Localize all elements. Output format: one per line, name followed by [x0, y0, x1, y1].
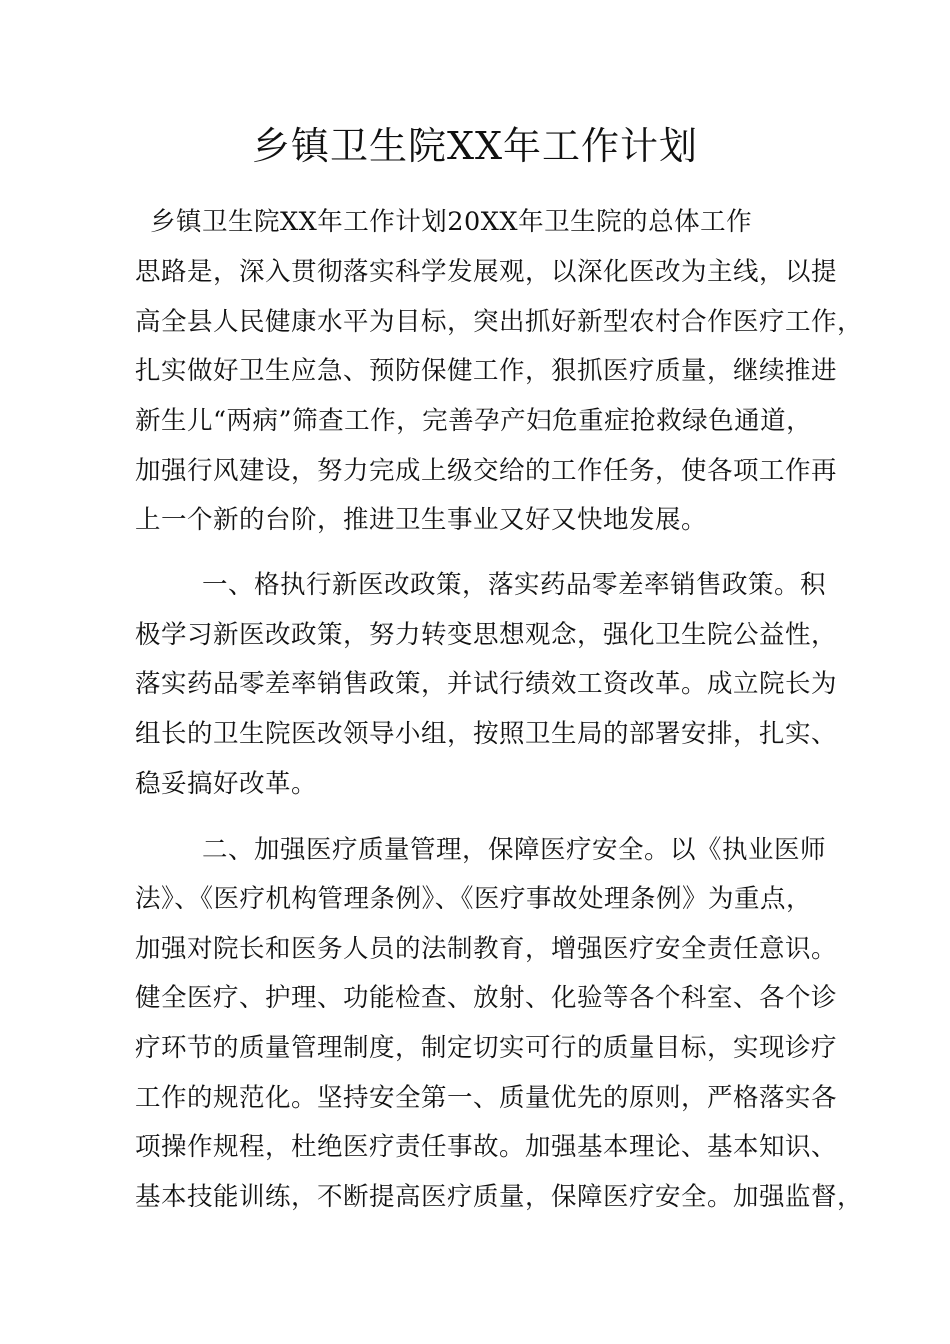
- paragraph-2-line-5: 稳妥搞好改革。: [135, 769, 318, 799]
- paragraph-1-line-2: 思路是，深入贯彻落实科学发展观，以深化医改为主线，以提: [135, 257, 838, 287]
- paragraph-3-line-4: 健全医疗、护理、功能检查、放射、化验等各个科室、各个诊: [135, 983, 838, 1013]
- paragraph-2-line-4: 组长的卫生院医改领导小组，按照卫生局的部署安排，扎实、: [135, 719, 838, 749]
- paragraph-3-line-5: 疗环节的质量管理制度，制定切实可行的质量目标，实现诊疗: [135, 1033, 838, 1063]
- paragraph-2-line-3: 落实药品零差率销售政策，并试行绩效工资改革。成立院长为: [135, 669, 838, 699]
- paragraph-1-line-7: 上一个新的台阶，推进卫生事业又好又快地发展。: [135, 505, 708, 535]
- paragraph-1-line-6: 加强行风建设，努力完成上级交给的工作任务，使各项工作再: [135, 456, 838, 486]
- paragraph-3-line-8: 基本技能训练，不断提高医疗质量，保障医疗安全。加强监督，: [135, 1182, 864, 1212]
- paragraph-2-line-1: 一、格执行新医改政策，落实药品零差率销售政策。积: [202, 570, 827, 600]
- paragraph-1-line-1: 乡镇卫生院XX年工作计划20XX年卫生院的总体工作: [150, 207, 753, 237]
- paragraph-2-line-2: 极学习新医改政策，努力转变思想观念，强化卫生院公益性，: [135, 620, 838, 650]
- paragraph-1-line-3: 高全县人民健康水平为目标，突出抓好新型农村合作医疗工作，: [135, 307, 864, 337]
- paragraph-3-line-1: 二、加强医疗质量管理，保障医疗安全。以《执业医师: [202, 835, 827, 865]
- paragraph-1-line-4: 扎实做好卫生应急、预防保健工作，狠抓医疗质量，继续推进: [135, 356, 838, 386]
- document-title: 乡镇卫生院XX年工作计划: [251, 124, 699, 168]
- paragraph-1-line-5: 新生儿“两病”筛查工作，完善孕产妇危重症抢救绿色通道，: [135, 406, 813, 436]
- paragraph-3-line-6: 工作的规范化。坚持安全第一、质量优先的原则，严格落实各: [135, 1083, 838, 1113]
- paragraph-3-line-7: 项操作规程，杜绝医疗责任事故。加强基本理论、基本知识、: [135, 1132, 838, 1162]
- paragraph-3-line-3: 加强对院长和医务人员的法制教育，增强医疗安全责任意识。: [135, 934, 838, 964]
- paragraph-3-line-2: 法》、《医疗机构管理条例》、《医疗事故处理条例》为重点，: [135, 884, 813, 914]
